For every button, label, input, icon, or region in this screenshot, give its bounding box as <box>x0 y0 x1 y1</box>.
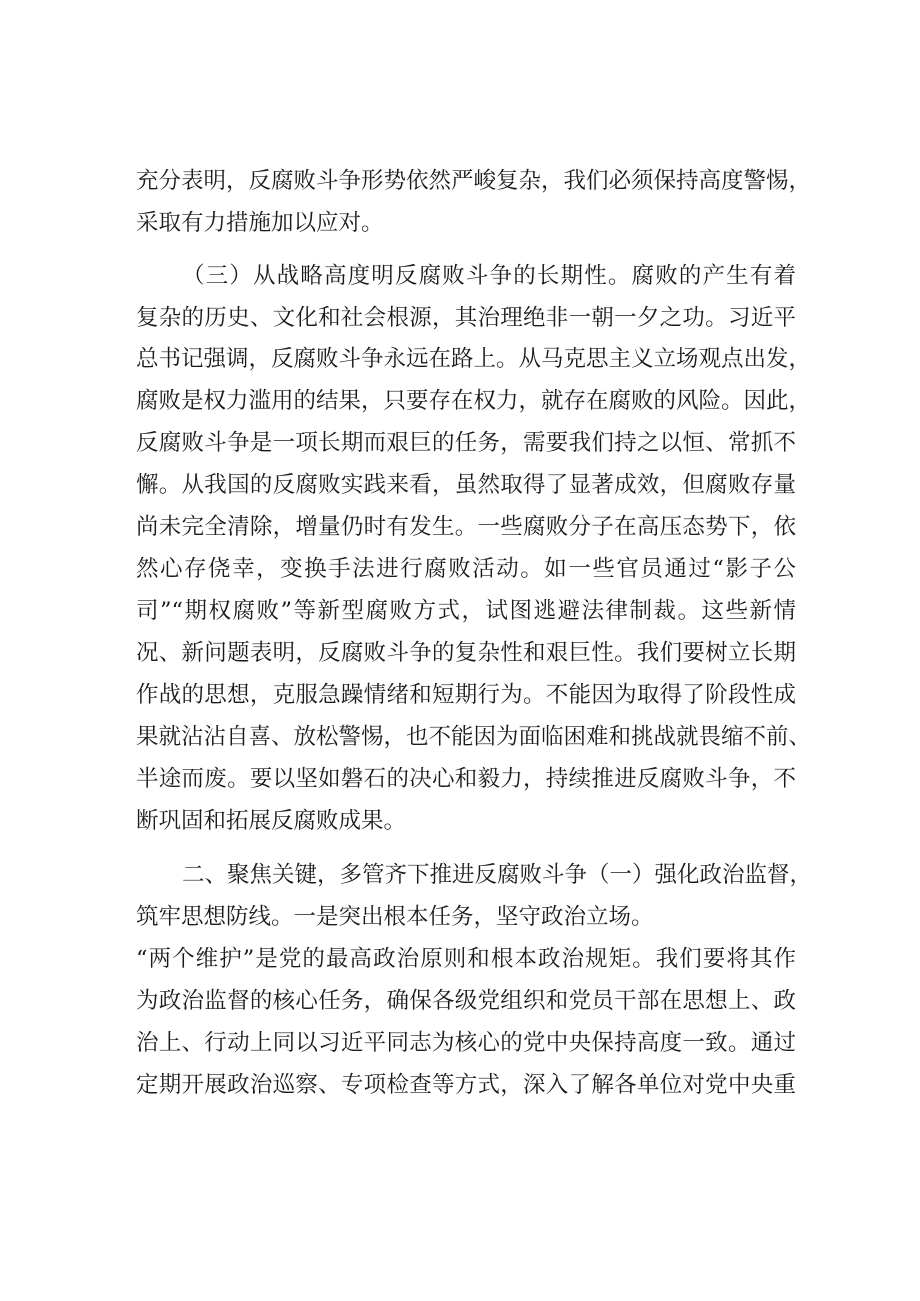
text-line: 半途而废。要以坚如磐石的决心和毅力，持续推进反腐败斗争，不 <box>136 766 796 792</box>
text-line: 断巩固和拓展反腐败成果。 <box>136 808 407 834</box>
text-line: 二、聚焦关键，多管齐下推进反腐败斗争（一）强化政治监督， <box>182 862 813 888</box>
text-line: 懈。从我国的反腐败实践来看，虽然取得了显著成效，但腐败存量 <box>136 472 796 498</box>
text-line: 作战的思想，克服急躁情绪和短期行为。不能因为取得了阶段性成 <box>136 682 796 708</box>
text-line: 为政治监督的核心任务，确保各级党组织和党员干部在思想上、政 <box>136 988 796 1014</box>
text-line: （三）从战略高度明反腐败斗争的长期性。腐败的产生有着 <box>182 263 796 289</box>
text-line: 司”“期权腐败”等新型腐败方式，试图逃避法律制裁。这些新情 <box>136 598 796 624</box>
text-line: 定期开展政治巡察、专项检查等方式，深入了解各单位对党中央重 <box>136 1072 796 1098</box>
text-line: 况、新问题表明，反腐败斗争的复杂性和艰巨性。我们要树立长期 <box>136 640 796 666</box>
text-line: 然心存侥幸，变换手法进行腐败活动。如一些官员通过“影子公 <box>136 556 796 582</box>
text-line: 腐败是权力滥用的结果，只要存在权力，就存在腐败的风险。因此， <box>136 388 812 414</box>
text-line: 总书记强调，反腐败斗争永远在路上。从马克思主义立场观点出发， <box>136 346 812 372</box>
text-line: 治上、行动上同以习近平同志为核心的党中央保持高度一致。通过 <box>136 1030 796 1056</box>
text-line: 筑牢思想防线。一是突出根本任务，坚守政治立场。 <box>136 904 654 930</box>
text-line: 采取有力措施加以应对。 <box>136 210 384 236</box>
text-line: 反腐败斗争是一项长期而艰巨的任务，需要我们持之以恒、常抓不 <box>136 430 796 456</box>
text-line: “两个维护”是党的最高政治原则和根本政治规矩。我们要将其作 <box>136 946 796 972</box>
text-line: 果就沾沾自喜、放松警惕，也不能因为面临困难和挑战就畏缩不前、 <box>136 724 812 750</box>
text-line: 复杂的历史、文化和社会根源，其治理绝非一朝一夕之功。习近平 <box>136 305 796 331</box>
text-line: 尚未完全清除，增量仍时有发生。一些腐败分子在高压态势下，依 <box>136 514 796 540</box>
text-line: 充分表明，反腐败斗争形势依然严峻复杂，我们必须保持高度警惕， <box>136 168 812 194</box>
